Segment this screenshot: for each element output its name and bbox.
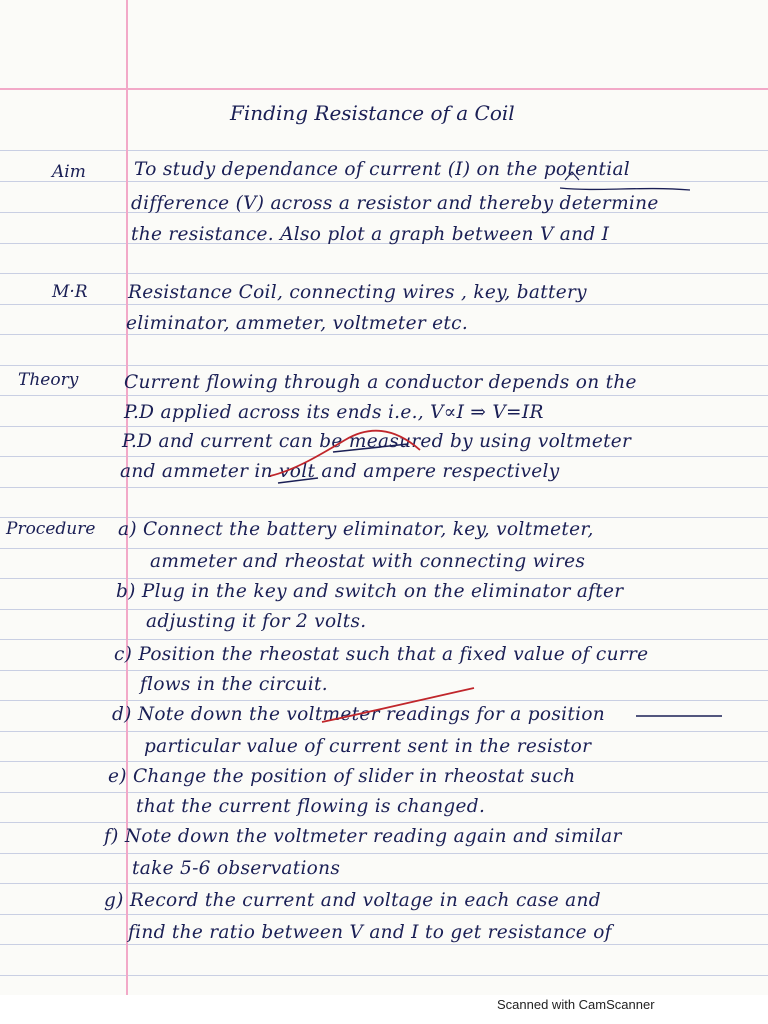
rule-line <box>0 304 768 305</box>
rule-line <box>0 792 768 793</box>
theory-line-4: and ammeter in volt and ampere respectively <box>120 461 560 482</box>
theory-line-1: Current flowing through a conductor depends on the <box>124 372 637 393</box>
rule-line <box>0 822 768 823</box>
rule-line <box>0 914 768 915</box>
rule-line <box>0 639 768 640</box>
rule-line <box>0 975 768 976</box>
aim-label: Aim <box>52 162 86 182</box>
rule-line <box>0 365 768 366</box>
page-title: Finding Resistance of a Coil <box>230 101 515 125</box>
mr-label: M·R <box>52 282 88 302</box>
rule-line <box>0 456 768 457</box>
top-margin-line <box>0 88 768 90</box>
rule-line <box>0 944 768 945</box>
procedure-step-f-line-1: f) Note down the voltmeter reading again and similar <box>104 826 622 847</box>
procedure-step-d-line-1: d) Note down the voltmeter readings for a position <box>112 704 605 725</box>
rule-line <box>0 853 768 854</box>
procedure-step-d-line-2: particular value of current sent in the resistor <box>144 736 592 757</box>
rule-line <box>0 487 768 488</box>
rule-line <box>0 426 768 427</box>
aim-line-1: To study dependance of current (I) on the potential <box>134 159 631 180</box>
rule-line <box>0 517 768 518</box>
rule-line <box>0 700 768 701</box>
proportional-underline <box>560 188 690 190</box>
procedure-step-f-line-2: take 5-6 observations <box>132 858 341 879</box>
theory-line-2: P.D applied across its ends i.e., V∝I ⇒ V=IR <box>124 402 544 423</box>
procedure-step-e-line-2: that the current flowing is changed. <box>136 796 486 817</box>
mr-line-2: eliminator, ammeter, voltmeter etc. <box>126 313 469 334</box>
procedure-step-g-line-2: find the ratio between V and I to get resistance of <box>128 922 612 943</box>
procedure-step-g-line-1: g) Record the current and voltage in each case and <box>104 890 601 911</box>
mr-line-1: Resistance Coil, connecting wires , key, battery <box>128 282 587 303</box>
procedure-label: Procedure <box>6 519 96 539</box>
procedure-step-e-line-1: e) Change the position of slider in rheostat such <box>108 766 576 787</box>
rule-line <box>0 609 768 610</box>
rule-line <box>0 670 768 671</box>
procedure-step-b-line-2: adjusting it for 2 volts. <box>146 611 367 632</box>
procedure-step-a-line-2: ammeter and rheostat with connecting wires <box>150 551 586 572</box>
rule-line <box>0 181 768 182</box>
procedure-step-a-line-1: a) Connect the battery eliminator, key, voltmeter, <box>118 519 594 540</box>
rule-line <box>0 731 768 732</box>
aim-line-3: the resistance. Also plot a graph between V and I <box>131 224 610 245</box>
procedure-step-c-line-2: flows in the circuit. <box>140 674 328 695</box>
scanner-watermark: Scanned with CamScanner <box>497 997 655 1012</box>
rule-line <box>0 273 768 274</box>
procedure-step-c-line-1: c) Position the rheostat such that a fixed value of curre <box>114 644 649 665</box>
rule-line <box>0 883 768 884</box>
rule-line <box>0 548 768 549</box>
rule-line <box>0 761 768 762</box>
rule-line <box>0 395 768 396</box>
rule-line <box>0 578 768 579</box>
theory-line-3: P.D and current can be measured by using voltmeter <box>122 431 632 452</box>
rule-line <box>0 150 768 151</box>
procedure-step-b-line-1: b) Plug in the key and switch on the eliminator after <box>116 581 624 602</box>
rule-line <box>0 334 768 335</box>
theory-label: Theory <box>18 370 79 390</box>
aim-line-2: difference (V) across a resistor and thereby determine <box>131 193 659 214</box>
